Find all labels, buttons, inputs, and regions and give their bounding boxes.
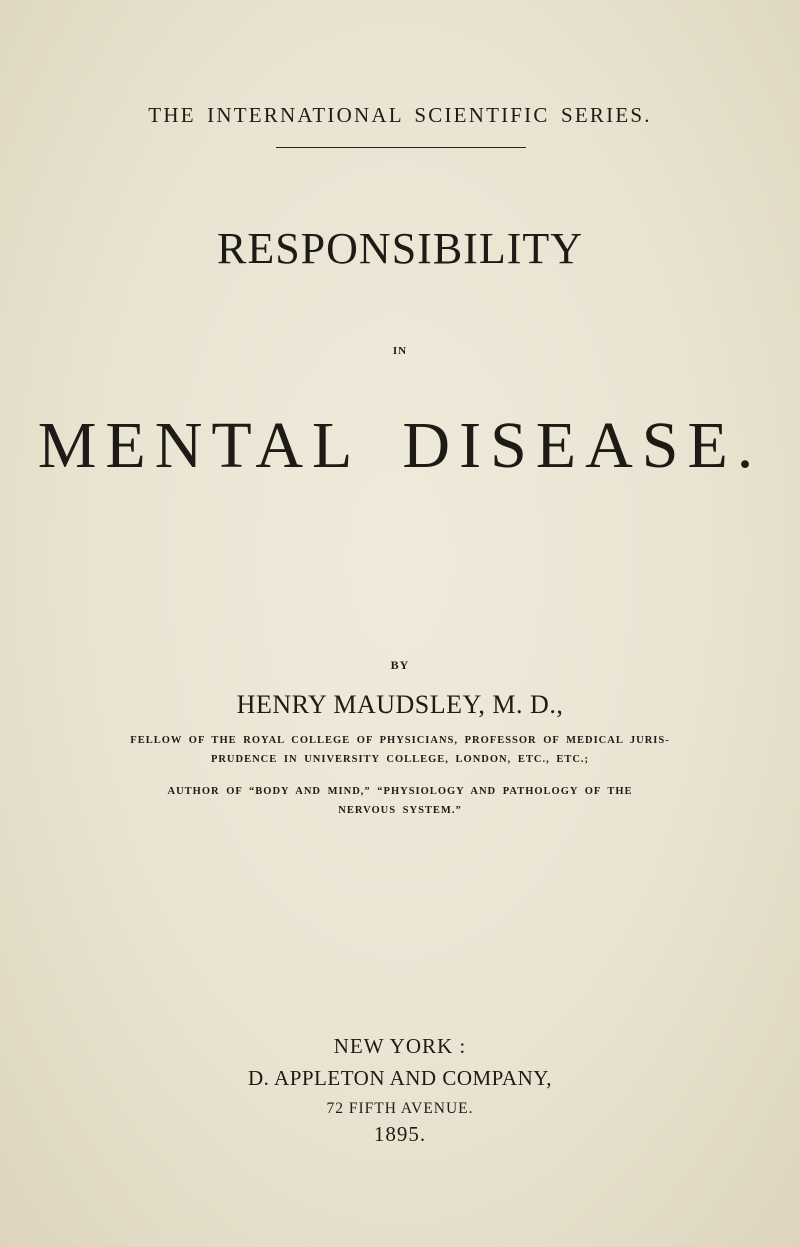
imprint-city: NEW YORK :	[333, 1034, 467, 1058]
by-label: BY	[390, 658, 410, 672]
title-line-2: MENTAL DISEASE.	[37, 409, 763, 482]
imprint-publisher: D. APPLETON AND COMPANY,	[248, 1066, 552, 1090]
author-works-line-2: NERVOUS SYSTEM.”	[338, 805, 462, 816]
title-line-1: RESPONSIBILITY	[216, 224, 584, 273]
imprint-year: 1895.	[373, 1122, 427, 1146]
divider-rule	[276, 147, 526, 148]
title-connector: IN	[392, 345, 408, 357]
imprint-address: 72 FIFTH AVENUE.	[326, 1100, 474, 1117]
author-credentials-line-2: PRUDENCE IN UNIVERSITY COLLEGE, LONDON, ETC., ETC.;	[210, 754, 590, 765]
author-credentials-line-1: FELLOW OF THE ROYAL COLLEGE OF PHYSICIANS, PROFESSOR OF MEDICAL JURIS-	[130, 735, 670, 746]
author-name: HENRY MAUDSLEY, M. D.,	[236, 690, 564, 719]
series-title: THE INTERNATIONAL SCIENTIFIC SERIES.	[148, 103, 652, 127]
author-works-line-1: AUTHOR OF “BODY AND MIND,” “PHYSIOLOGY AND PATHOLOGY OF THE	[167, 786, 633, 797]
